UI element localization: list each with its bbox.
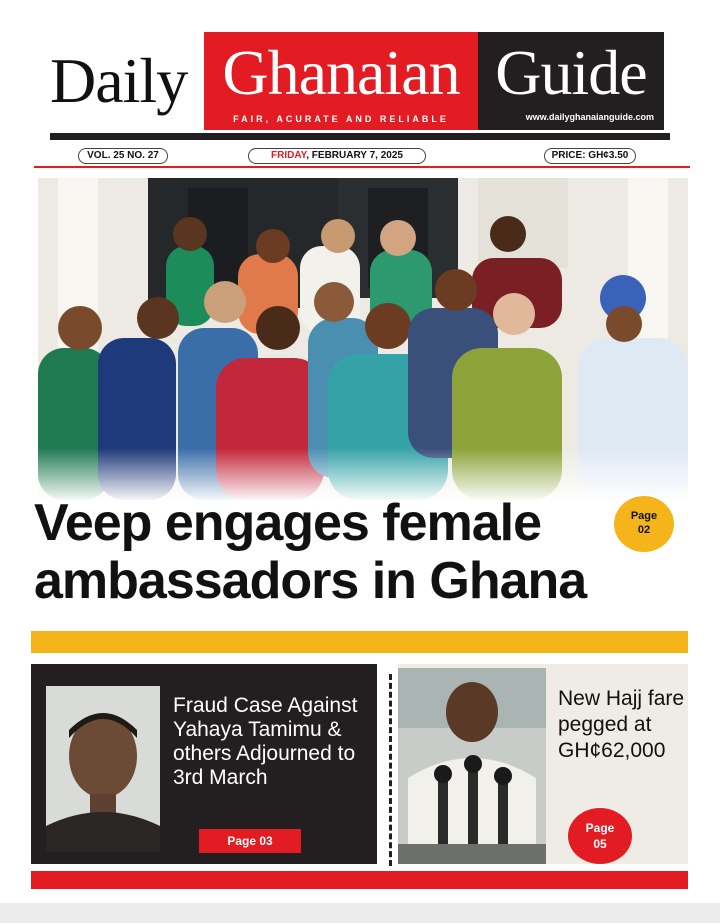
headline-line-2: ambassadors in Ghana [34, 552, 587, 610]
press-conference-photo [398, 668, 546, 864]
price-badge: PRICE: GH¢3.50 [544, 148, 636, 164]
masthead-ghanaian-block [204, 32, 478, 130]
dashed-divider [389, 674, 392, 866]
hero-photo [38, 178, 688, 500]
red-footer-bar [31, 871, 688, 889]
lead-headline[interactable] [34, 494, 684, 610]
hajj-story-title: New Hajj fare pegged at GH¢62,000 [558, 687, 685, 762]
masthead-daily: Daily [50, 45, 188, 116]
issue-date [248, 148, 426, 164]
masthead-tagline: FAIR, ACURATE AND RELIABLE [233, 114, 449, 124]
header-red-rule [34, 166, 690, 168]
footer-strip [0, 903, 720, 923]
masthead [50, 32, 664, 130]
press-illustration [398, 668, 546, 864]
page-03-button[interactable]: Page 03 [199, 829, 301, 853]
page-05-badge[interactable] [568, 808, 632, 864]
lead-page-label: Page [630, 510, 658, 522]
volume-badge: VOL. 25 NO. 27 [78, 148, 168, 164]
masthead-guide-block [478, 32, 664, 130]
story-hajj-fare[interactable] [398, 664, 688, 864]
headline-line-1: Veep engages female [34, 494, 542, 552]
yellow-divider-bar [31, 631, 688, 653]
story-fraud-case[interactable] [31, 664, 377, 864]
masthead-guide: Guide [495, 37, 647, 108]
fraud-story-title: Fraud Case Against Yahaya Tamimu & others Adjourned to 3rd March [173, 694, 358, 789]
issue-day: FRIDAY [271, 150, 307, 161]
issue-date-text: , FEBRUARY 7, 2025 [306, 150, 403, 161]
lead-page-number: 02 [637, 524, 651, 536]
lead-page-badge[interactable] [614, 496, 674, 552]
masthead-ghanaian: Ghanaian [222, 37, 460, 108]
portrait-photo [46, 686, 160, 852]
website-url[interactable]: www.dailyghanaianguide.com [525, 112, 654, 122]
hajj-page-label: Page [585, 821, 615, 835]
portrait-illustration [46, 686, 160, 852]
hajj-page-number: 05 [593, 837, 607, 851]
group-photo-illustration [38, 178, 688, 500]
masthead-rule [50, 133, 670, 140]
